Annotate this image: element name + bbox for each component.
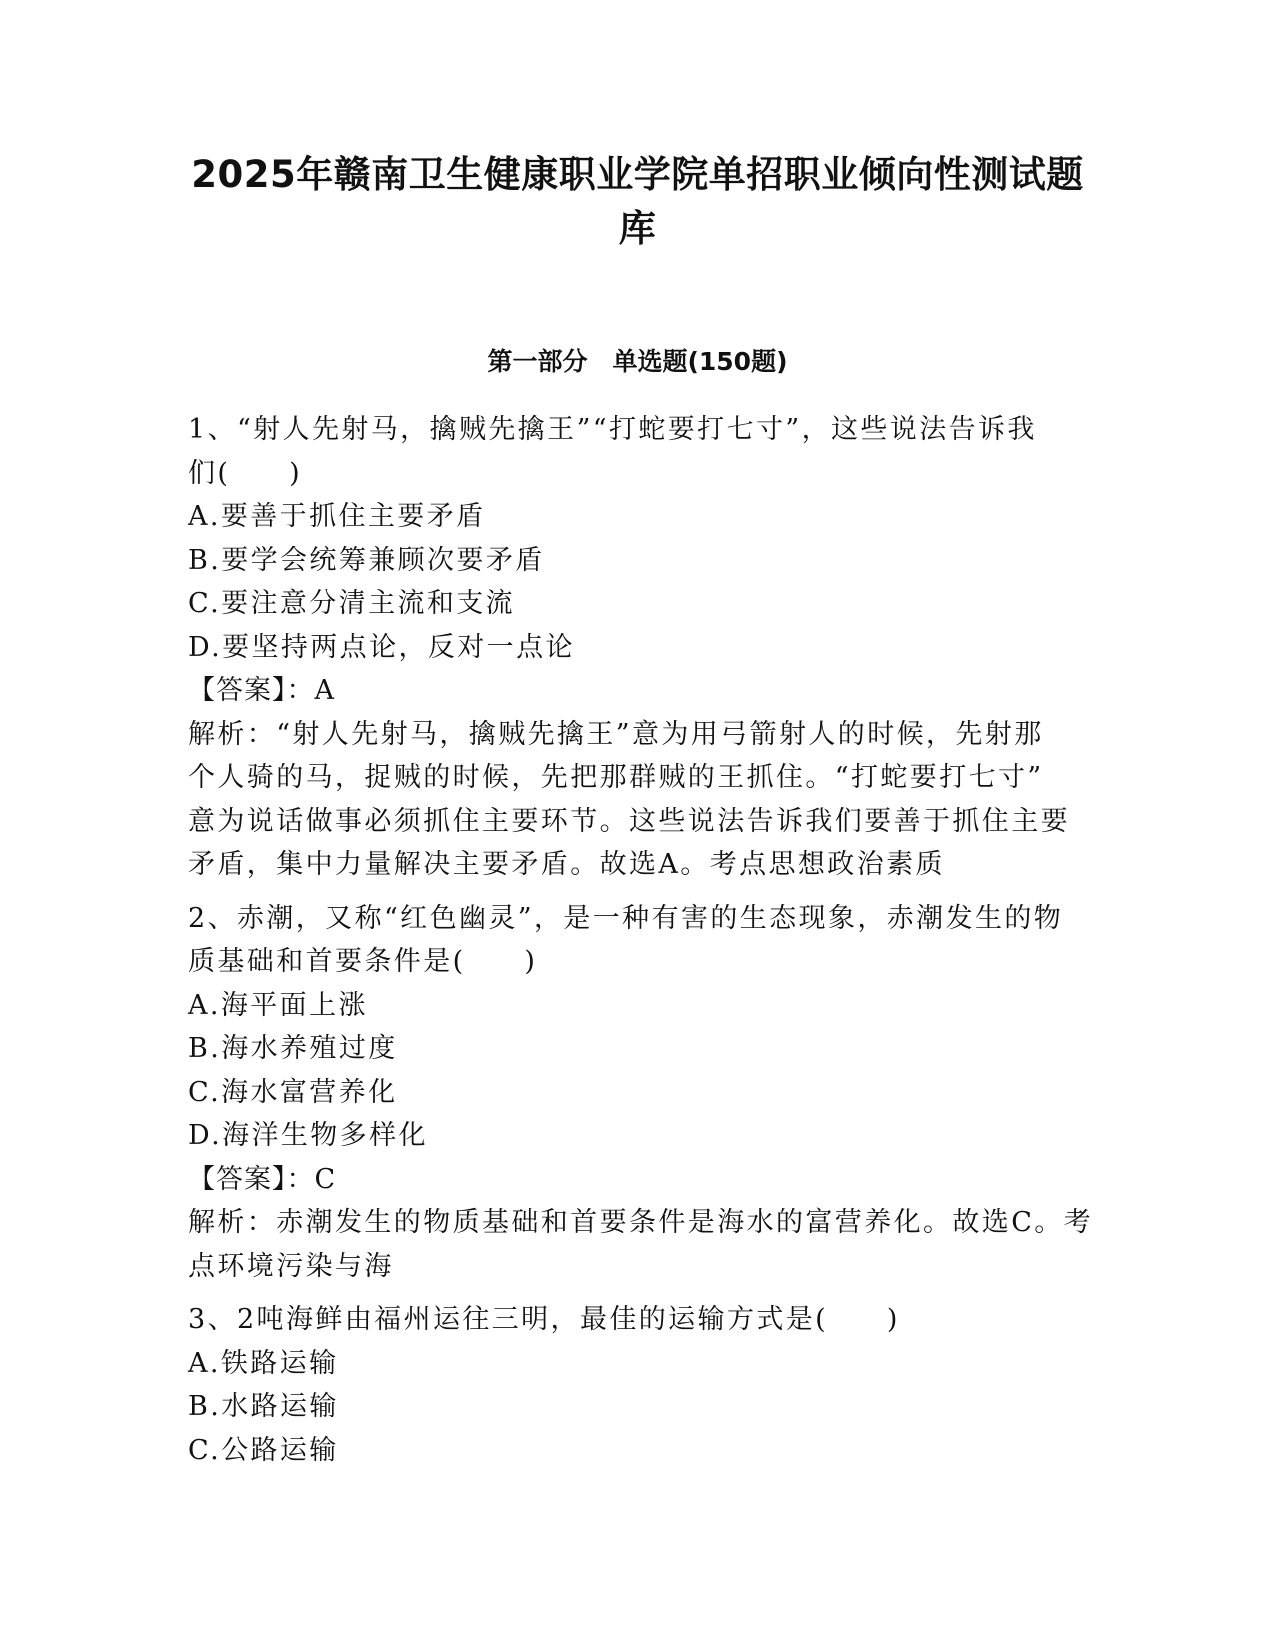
answer-label: 【答案】：A [188,675,335,706]
option-c: C.要注意分清主流和支流 [188,588,516,619]
title-line-2: 库 [618,207,657,250]
question-list [188,408,1094,1472]
question-stem-continued: 质基础和首要条件是( ) [188,946,538,977]
analysis-line: 解析：“射人先射马，擒贼先擒王”意为用弓箭射人的时候，先射那 [188,718,1044,750]
option-a: A.海平面上涨 [188,989,368,1021]
option-b: B.水路运输 [188,1391,339,1422]
option-b: B.要学会统筹兼顾次要矛盾 [188,544,545,576]
option-b: B.海水养殖过度 [188,1033,398,1064]
option-d: D.要坚持两点论，反对一点论 [188,631,575,663]
question-separator [188,887,1088,897]
section-title: 第一部分 单选题(150题) [487,347,788,376]
question-stem-continued: 们( ) [188,457,303,489]
analysis-line: 矛盾，集中力量解决主要矛盾。故选A。考点思想政治素质 [188,849,945,880]
answer-label: 【答案】：C [188,1163,337,1195]
analysis-line: 解析：赤潮发生的物质基础和首要条件是海水的富营养化。故选C。考 [188,1207,1094,1238]
option-c: C.公路运输 [188,1434,339,1466]
option-d: D.海洋生物多样化 [188,1120,428,1151]
question-1 [188,408,1088,887]
question-separator [188,1288,1088,1298]
option-a: A.要善于抓住主要矛盾 [188,501,486,532]
option-a: A.铁路运输 [188,1347,339,1379]
question-2 [188,897,1094,1289]
analysis-line: 意为说话做事必须抓住主要环节。这些说法告诉我们要善于抓住主要 [188,805,1070,837]
question-3 [188,1298,1088,1472]
document-title [150,148,1125,256]
title-line-1: 2025年赣南卫生健康职业学院单招职业倾向性测试题 [191,153,1084,196]
question-stem: 3、2吨海鲜由福州运往三明，最佳的运输方式是( ) [188,1304,900,1335]
analysis-line: 个人骑的马，捉贼的时候，先把那群贼的王抓住。“打蛇要打七寸” [188,762,1044,793]
question-stem: 2、赤潮，又称“红色幽灵”，是一种有害的生态现象，赤潮发生的物 [188,902,1064,934]
option-c: C.海水富营养化 [188,1076,398,1108]
question-stem: 1、“射人先射马，擒贼先擒王”“打蛇要打七寸”，这些说法告诉我 [188,414,1037,445]
analysis-line: 点环境污染与海 [188,1250,394,1282]
